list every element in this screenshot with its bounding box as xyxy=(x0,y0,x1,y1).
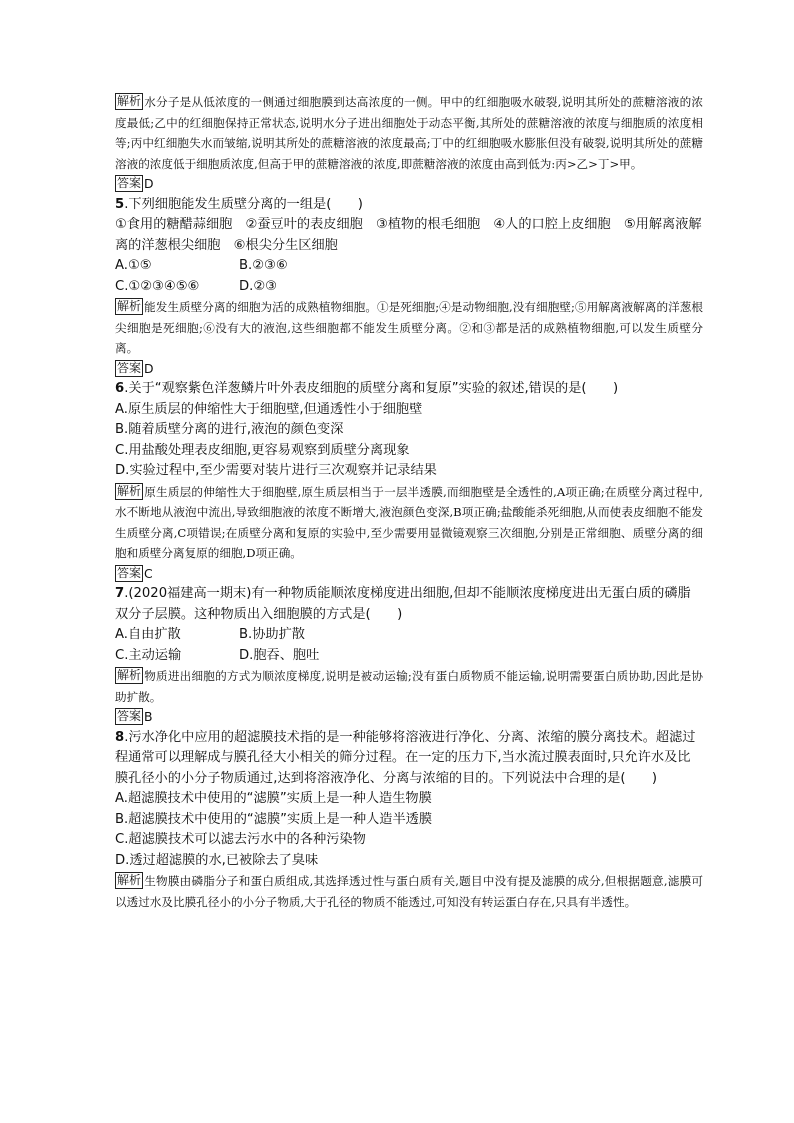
q6-explanation-text: 原生质层的伸缩性大于细胞壁,原生质层相当于一层半透膜,而细胞壁是全透性的,A项正确;在质壁分离过程中,水不断地从液泡中流出,导致细胞液的浓度不断增大,液泡颜色变深,B项正确;盐酸能杀死细胞,从而使表皮细胞不能发生质壁分离,C项错误;在质壁分离和复原的实验中,至少需要用显微镜观察三次细胞,分别是正常细胞、质壁分离的细胞和质壁分离复原的细胞,D项正确。 xyxy=(115,484,703,560)
q5-option-b: B.②③⑥ xyxy=(239,258,288,273)
q4-answer xyxy=(115,174,703,195)
q6-option-a: A.原生质层的伸缩性大于细胞壁,但通透性小于细胞壁 xyxy=(115,401,423,417)
explanation-tag: 解析 xyxy=(117,483,142,498)
q5-number: 5 xyxy=(115,196,125,212)
q7-stem xyxy=(115,584,703,625)
q8-stem-text: .污水净化中应用的超滤膜技术指的是一种能够将溶液进行净化、分离、浓缩的膜分离技术。超滤过程通常可以理解成与膜孔径大小相关的筛分过程。在一定的压力下,当水流过膜表面时,只允许水及比膜孔径小的小分子物质通过,达到将溶液净化、分离与浓缩的目的。下列说法中合理的是( ) xyxy=(115,729,696,786)
q8-explanation xyxy=(115,871,703,912)
q8-stem xyxy=(115,728,703,790)
q4-explanation xyxy=(115,92,703,174)
q4-explanation-text: 水分子是从低浓度的一侧通过细胞膜到达高浓度的一侧。甲中的红细胞吸水破裂,说明其所处的蔗糖溶液的浓度最低;乙中的红细胞保持正常状态,说明水分子进出细胞处于动态平衡,其所处的蔗糖溶液的浓度与细胞质的浓度相等;丙中红细胞失水而皱缩,说明其所处的蔗糖溶液的浓度最高;丁中的红细胞吸水膨胀但没有破裂,说明其所处的蔗糖溶液的浓度低于细胞质浓度,但高于甲的蔗糖溶液的浓度,即蔗糖溶液的浓度由高到低为:丙>乙>丁>甲。 xyxy=(115,95,703,171)
explanation-tag: 解析 xyxy=(117,668,142,682)
explanation-tag: 解析 xyxy=(117,299,142,313)
q5-block xyxy=(115,195,703,380)
q6-option-b: B.随着质壁分离的进行,液泡的颜色变深 xyxy=(115,422,344,437)
q5-answer-value: D xyxy=(144,360,154,376)
q7-option-c: C.主动运输 xyxy=(115,647,182,663)
q5-option-d: D.②③ xyxy=(239,278,277,294)
answer-tag: 答案 xyxy=(117,565,142,580)
q6-stem xyxy=(115,379,703,400)
q6-option-c: C.用盐酸处理表皮细胞,更容易观察到质壁分离现象 xyxy=(115,442,410,458)
q7-block xyxy=(115,584,703,728)
q8-option-d: D.透过超滤膜的水,已被除去了臭味 xyxy=(115,852,319,868)
q8-number: 8 xyxy=(115,729,125,745)
q6-number: 6 xyxy=(115,381,125,396)
q7-explanation-text: 物质进出细胞的方式为顺浓度梯度,说明是被动运输;没有蛋白质物质不能运输,说明需要蛋白质协助,因此是协助扩散。 xyxy=(115,669,703,704)
q6-stem-text: .关于“观察紫色洋葱鳞片叶外表皮细胞的质壁分离和复原”实验的叙述,错误的是( ) xyxy=(124,381,619,396)
q7-option-row xyxy=(115,646,703,667)
q5-answer xyxy=(115,359,703,380)
q5-items: ①食用的糖醋蒜细胞 ②蚕豆叶的表皮细胞 ③植物的根毛细胞 ④人的口腔上皮细胞 ⑤用解离液解离的洋葱根尖细胞 ⑥根尖分生区细胞 xyxy=(115,217,702,253)
q7-option-d: D.胞吞、胞吐 xyxy=(239,647,320,663)
q7-explanation xyxy=(115,666,703,707)
q7-answer-value: B xyxy=(144,709,153,724)
explanation-tag: 解析 xyxy=(117,873,142,887)
q5-option-row xyxy=(115,256,703,277)
q7-option-b: B.协助扩散 xyxy=(239,627,305,642)
q4-block xyxy=(115,92,703,195)
q6-answer xyxy=(115,564,703,585)
q5-option-c: C.①②③④⑤⑥ xyxy=(115,278,200,294)
q5-option-a: A.①⑤ xyxy=(115,258,152,273)
q7-number: 7 xyxy=(115,586,125,601)
q4-answer-value: D xyxy=(144,176,154,191)
q5-option-row xyxy=(115,277,703,298)
q7-stem-text: .(2020福建高一期末)有一种物质能顺浓度梯度进出细胞,但却不能顺浓度梯度进出无蛋白质的磷脂双分子层膜。这种物质出入细胞膜的方式是( ) xyxy=(115,586,691,622)
q6-answer-value: C xyxy=(144,565,153,581)
q5-explanation xyxy=(115,297,703,359)
q8-option-c: C.超滤膜技术可以滤去污水中的各种污染物 xyxy=(115,832,366,847)
answer-tag: 答案 xyxy=(117,176,142,190)
q8-option-a: A.超滤膜技术中使用的“滤膜”实质上是一种人造生物膜 xyxy=(115,791,432,806)
q7-answer xyxy=(115,707,703,728)
q8-option-b: B.超滤膜技术中使用的“滤膜”实质上是一种人造半透膜 xyxy=(115,811,433,827)
q5-stem-text: .下列细胞能发生质壁分离的一组是( ) xyxy=(124,196,363,212)
explanation-tag: 解析 xyxy=(117,94,142,108)
q6-explanation xyxy=(115,482,703,564)
q7-option-row xyxy=(115,625,703,646)
q8-explanation-text: 生物膜由磷脂分子和蛋白质组成,其选择透过性与蛋白质有关,题目中没有提及滤膜的成分,但根据题意,滤膜可以透过水及比膜孔径小的小分子物质,大于孔径的物质不能透过,可知没有转运蛋白存在,只具有半透性。 xyxy=(115,874,703,909)
q6-option-d: D.实验过程中,至少需要对装片进行三次观察并记录结果 xyxy=(115,463,437,478)
q5-explanation-text: 能发生质壁分离的细胞为活的成熟植物细胞。①是死细胞;④是动物细胞,没有细胞壁;⑤用解离液解离的洋葱根尖细胞是死细胞;⑥没有大的液泡,这些细胞都不能发生质壁分离。②和③都是活的成熟植物细胞,可以发生质壁分离。 xyxy=(115,300,703,355)
q5-stem xyxy=(115,195,703,216)
q8-block xyxy=(115,728,703,913)
q6-block xyxy=(115,379,703,584)
document-page xyxy=(115,92,703,912)
q7-option-a: A.自由扩散 xyxy=(115,627,181,642)
answer-tag: 答案 xyxy=(117,709,142,723)
answer-tag: 答案 xyxy=(117,360,142,375)
